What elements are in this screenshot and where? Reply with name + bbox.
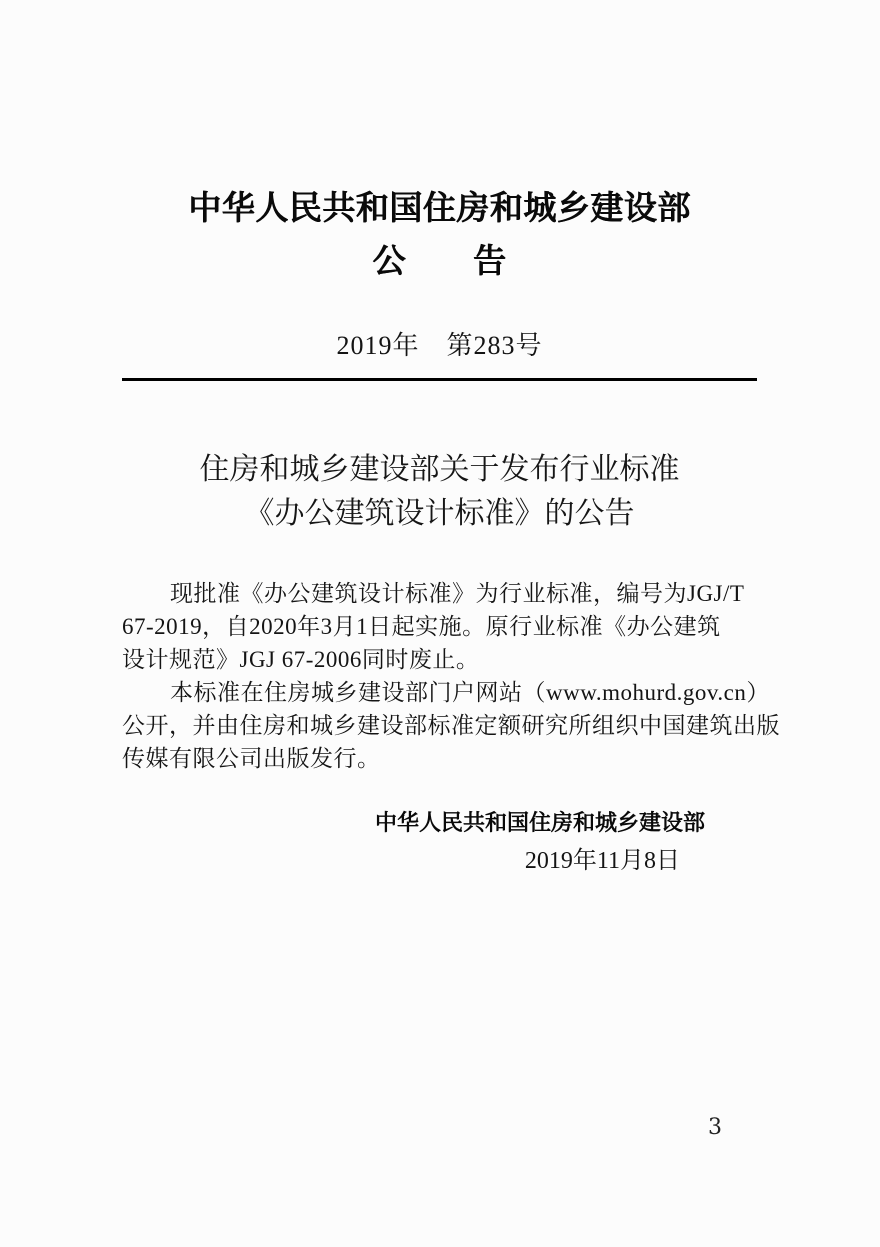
- title-divider: [122, 378, 757, 381]
- body-line: 现批准《办公建筑设计标准》为行业标准，编号为JGJ/T: [170, 581, 745, 606]
- announcement-subtitle-line-1: 住房和城乡建设部关于发布行业标准: [199, 453, 680, 486]
- page-number: 3: [708, 1115, 722, 1140]
- body-line: 本标准在住房城乡建设部门户网站（www.mohurd.gov.cn）: [170, 680, 770, 705]
- body-line: 67-2019，自2020年3月1日起实施。原行业标准《办公建筑: [122, 614, 721, 639]
- issuer-signature: 中华人民共和国住房和城乡建设部: [374, 810, 705, 835]
- announcement-body: [122, 577, 780, 775]
- announcement-subtitle-line-2: 《办公建筑设计标准》的公告: [244, 497, 635, 530]
- document-content: [122, 0, 780, 1247]
- ministry-title: 中华人民共和国住房和城乡建设部: [188, 189, 691, 226]
- body-line: 设计规范》JGJ 67-2006同时废止。: [122, 647, 480, 672]
- body-line: 传媒有限公司出版发行。: [122, 746, 381, 771]
- issue-date: 2019年11月8日: [524, 848, 680, 874]
- body-line: 公开，并由住房和城乡建设部标准定额研究所组织中国建筑出版: [122, 713, 780, 738]
- issue-number: 2019年 第283号: [336, 331, 543, 360]
- announcement-heading: 公 告: [372, 242, 507, 279]
